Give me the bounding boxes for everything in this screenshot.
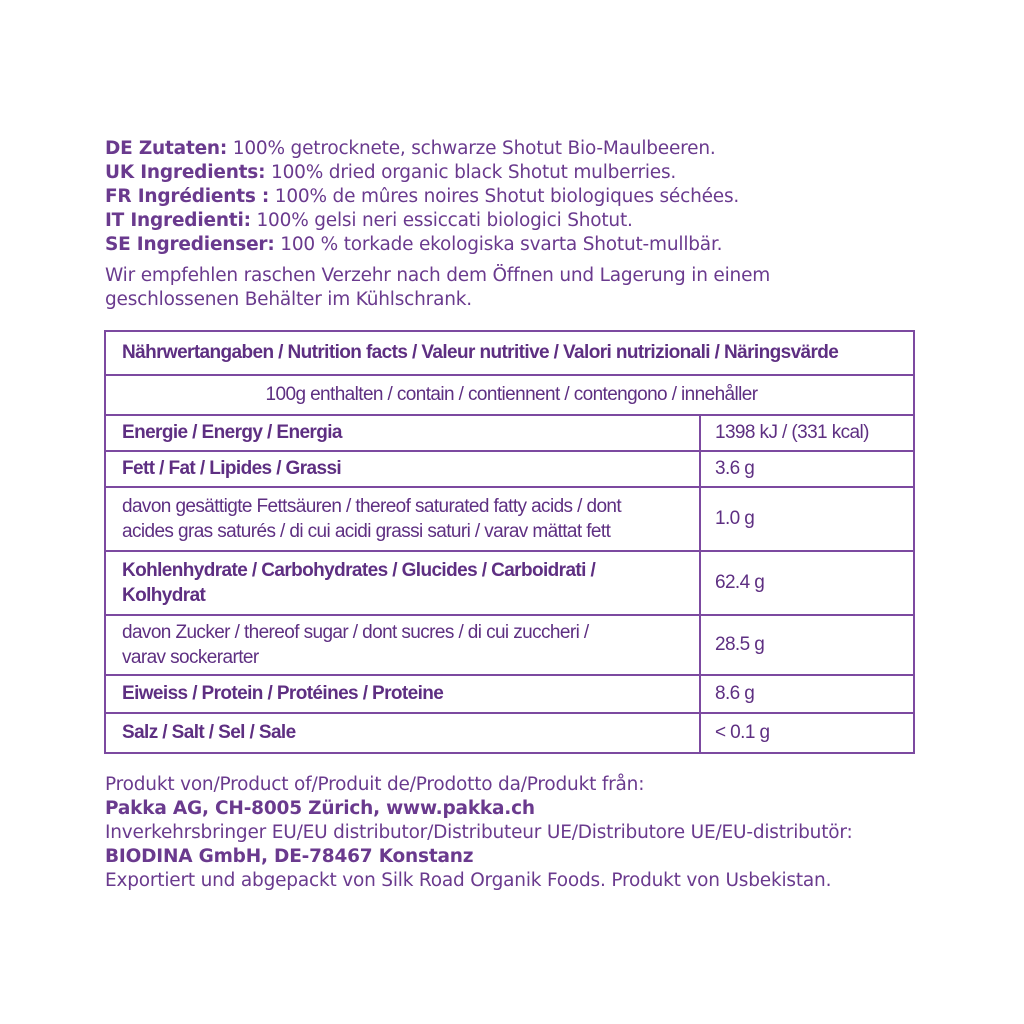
ingredients-it bbox=[105, 209, 925, 233]
ingredients-fr bbox=[105, 185, 925, 209]
storage-advice bbox=[105, 264, 925, 312]
product-of-label: Produkt von/Product of/Produit de/Prodotto da/Produkt från: bbox=[105, 774, 645, 795]
ingredients-text: 100% de mûres noires Shotut biologiques séchées. bbox=[269, 186, 740, 207]
nutrient-value: 1398 kJ / (331 kcal) bbox=[700, 415, 914, 451]
producer-name: Pakka AG, CH-8005 Zürich, www.pakka.ch bbox=[105, 798, 535, 819]
ingredients-de bbox=[105, 137, 925, 161]
nutrient-label: Salz / Salt / Sel / Sale bbox=[105, 713, 700, 753]
nutrient-label: Eiweiss / Protein / Protéines / Proteine bbox=[105, 675, 700, 713]
table-row bbox=[105, 415, 914, 451]
ingredients-label: DE Zutaten: bbox=[105, 138, 228, 159]
nutrition-subheader-row bbox=[105, 375, 914, 415]
storage-line: geschlossenen Behälter im Kühlschrank. bbox=[105, 289, 472, 310]
ingredients-text: 100% dried organic black Shotut mulberries. bbox=[265, 162, 677, 183]
nutrient-value: 3.6 g bbox=[700, 451, 914, 487]
nutrition-header: Nährwertangaben / Nutrition facts / Valeur nutritive / Valori nutrizionali / Näringsvärde bbox=[105, 331, 914, 375]
nutrient-label bbox=[105, 615, 700, 675]
nutrient-value: 28.5 g bbox=[700, 615, 914, 675]
nutrient-label-line: varav sockerarter bbox=[122, 647, 259, 668]
nutrient-label-line: Kohlenhydrate / Carbohydrates / Glucides / Carboidrati / bbox=[122, 560, 596, 581]
distributor-name: BIODINA GmbH, DE-78467 Konstanz bbox=[105, 846, 474, 867]
table-row bbox=[105, 451, 914, 487]
nutrient-value: < 0.1 g bbox=[700, 713, 914, 753]
distributor-label: Inverkehrsbringer EU/EU distributor/Distributeur UE/Distributore UE/EU-distributör: bbox=[105, 822, 853, 843]
table-row bbox=[105, 615, 914, 675]
table-row bbox=[105, 487, 914, 551]
nutrient-label: Fett / Fat / Lipides / Grassi bbox=[105, 451, 700, 487]
nutrient-label bbox=[105, 551, 700, 615]
nutrient-label bbox=[105, 487, 700, 551]
ingredients-uk bbox=[105, 161, 925, 185]
ingredients-text: 100 % torkade ekologiska svarta Shotut-mullbär. bbox=[274, 234, 723, 255]
ingredients-label: SE Ingredienser: bbox=[105, 234, 275, 255]
table-row bbox=[105, 713, 914, 753]
nutrient-value: 62.4 g bbox=[700, 551, 914, 615]
origin-note: Exportiert und abgepackt von Silk Road Organik Foods. Produkt von Usbekistan. bbox=[105, 870, 832, 891]
footer-info bbox=[105, 773, 935, 893]
ingredients-block bbox=[105, 137, 925, 257]
nutrient-value: 1.0 g bbox=[700, 487, 914, 551]
ingredients-se bbox=[105, 233, 925, 257]
nutrition-subheader: 100g enthalten / contain / contiennent / contengono / innehåller bbox=[105, 375, 914, 415]
nutrient-label: Energie / Energy / Energia bbox=[105, 415, 700, 451]
nutrient-label-line: Kolhydrat bbox=[122, 585, 206, 606]
table-row bbox=[105, 675, 914, 713]
nutrition-header-row bbox=[105, 331, 914, 375]
ingredients-label: FR Ingrédients : bbox=[105, 186, 270, 207]
ingredients-label: UK Ingredients: bbox=[105, 162, 266, 183]
table-row bbox=[105, 551, 914, 615]
ingredients-label: IT Ingredienti: bbox=[105, 210, 251, 231]
nutrient-label-line: acides gras saturés / di cui acidi grassi saturi / varav mättat fett bbox=[122, 521, 611, 542]
ingredients-text: 100% getrocknete, schwarze Shotut Bio-Maulbeeren. bbox=[227, 138, 716, 159]
nutrient-label-line: davon gesättigte Fettsäuren / thereof saturated fatty acids / dont bbox=[122, 496, 622, 517]
ingredients-text: 100% gelsi neri essiccati biologici Shotut. bbox=[250, 210, 633, 231]
nutrient-value: 8.6 g bbox=[700, 675, 914, 713]
storage-line: Wir empfehlen raschen Verzehr nach dem Öffnen und Lagerung in einem bbox=[105, 265, 771, 286]
nutrient-label-line: davon Zucker / thereof sugar / dont sucres / di cui zuccheri / bbox=[122, 622, 589, 643]
nutrition-table bbox=[104, 330, 915, 754]
